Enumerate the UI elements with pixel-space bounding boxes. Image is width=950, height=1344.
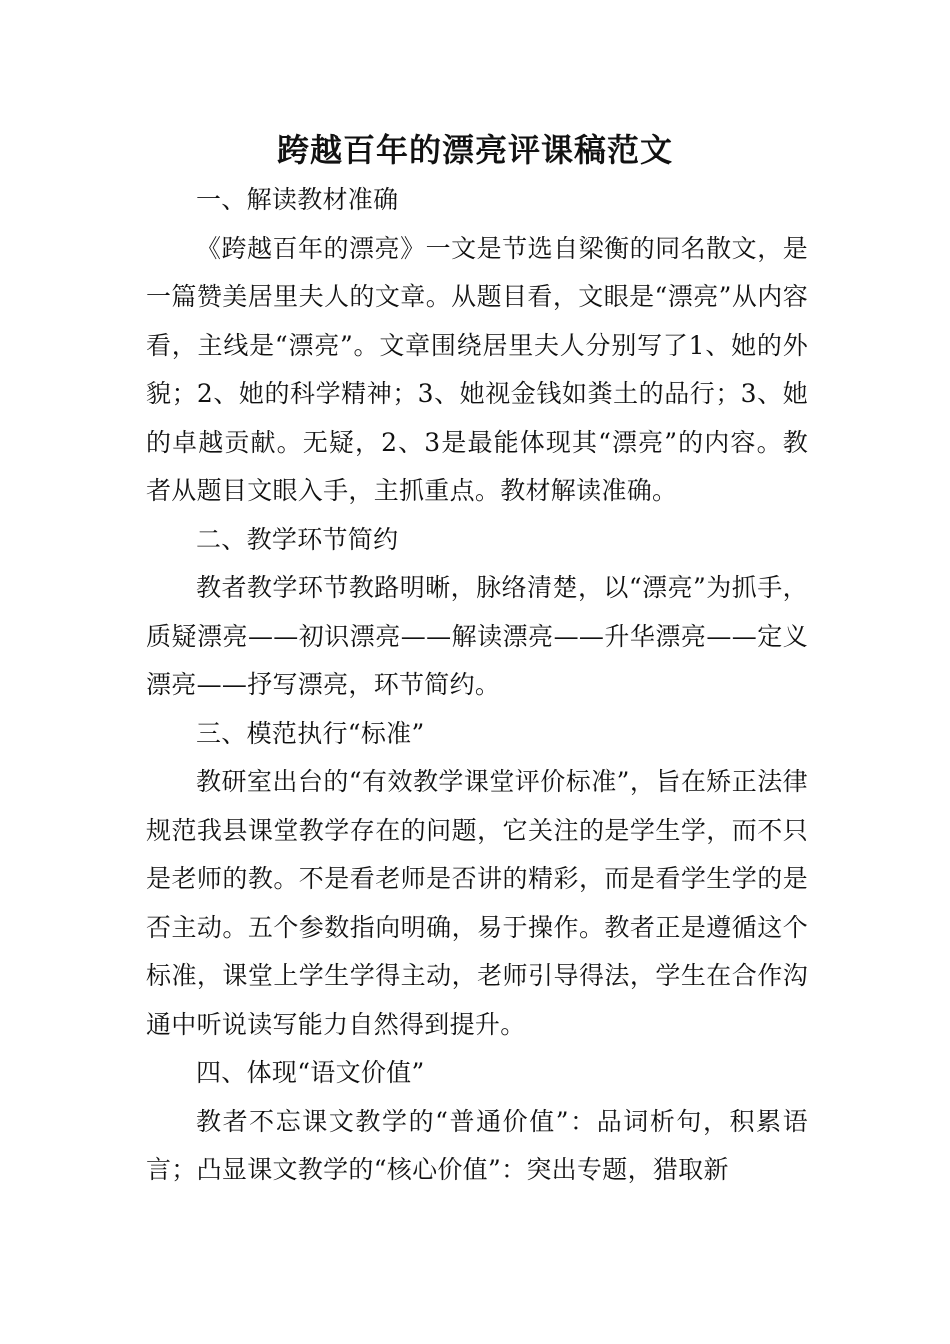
paragraph-1: 《跨越百年的漂亮》一文是节选自梁衡的同名散文，是一篇赞美居里夫人的文章。从题目看，文眼是“漂亮”从内容看，主线是“漂亮”。文章围绕居里夫人分别写了1、她的外貌；2、她的科学精神；3、她视金钱如粪土的品行；3、她的卓越贡献。无疑，2、3是最能体现其“漂亮”的内容。教者从题目文眼入手，主抓重点。教材解读准确。 <box>146 233 808 505</box>
section-heading-1: 一、解读教材准确 <box>196 185 399 214</box>
document-title: 跨越百年的漂亮评课稿范文 <box>276 131 673 169</box>
section-heading-3: 三、模范执行“标准” <box>196 718 425 748</box>
paragraph-3: 教研室出台的“有效教学课堂评价标准”，旨在矫正法律规范我县课堂教学存在的问题，它关注的是学生学，而不只是老师的教。不是看老师是否讲的精彩，而是看学生学的是否主动。五个参数指向明确，易于操作。教者正是遵循这个标准，课堂上学生学得主动，老师引导得法，学生在合作沟通中听说读写能力自然得到提升。 <box>146 767 808 1039</box>
document-body <box>146 176 808 1195</box>
section-heading-2: 二、教学环节简约 <box>196 524 399 554</box>
paragraph-2: 教者教学环节教路明晰，脉络清楚，以“漂亮”为抓手，质疑漂亮——初识漂亮——解读漂亮——升华漂亮——定义漂亮——抒写漂亮，环节简约。 <box>146 573 808 699</box>
paragraph-4: 教者不忘课文教学的“普通价值”：品词析句，积累语言；凸显课文教学的“核心价值”：突出专题，猎取新 <box>146 1106 808 1184</box>
section-heading-4: 四、体现“语文价值” <box>196 1058 425 1087</box>
